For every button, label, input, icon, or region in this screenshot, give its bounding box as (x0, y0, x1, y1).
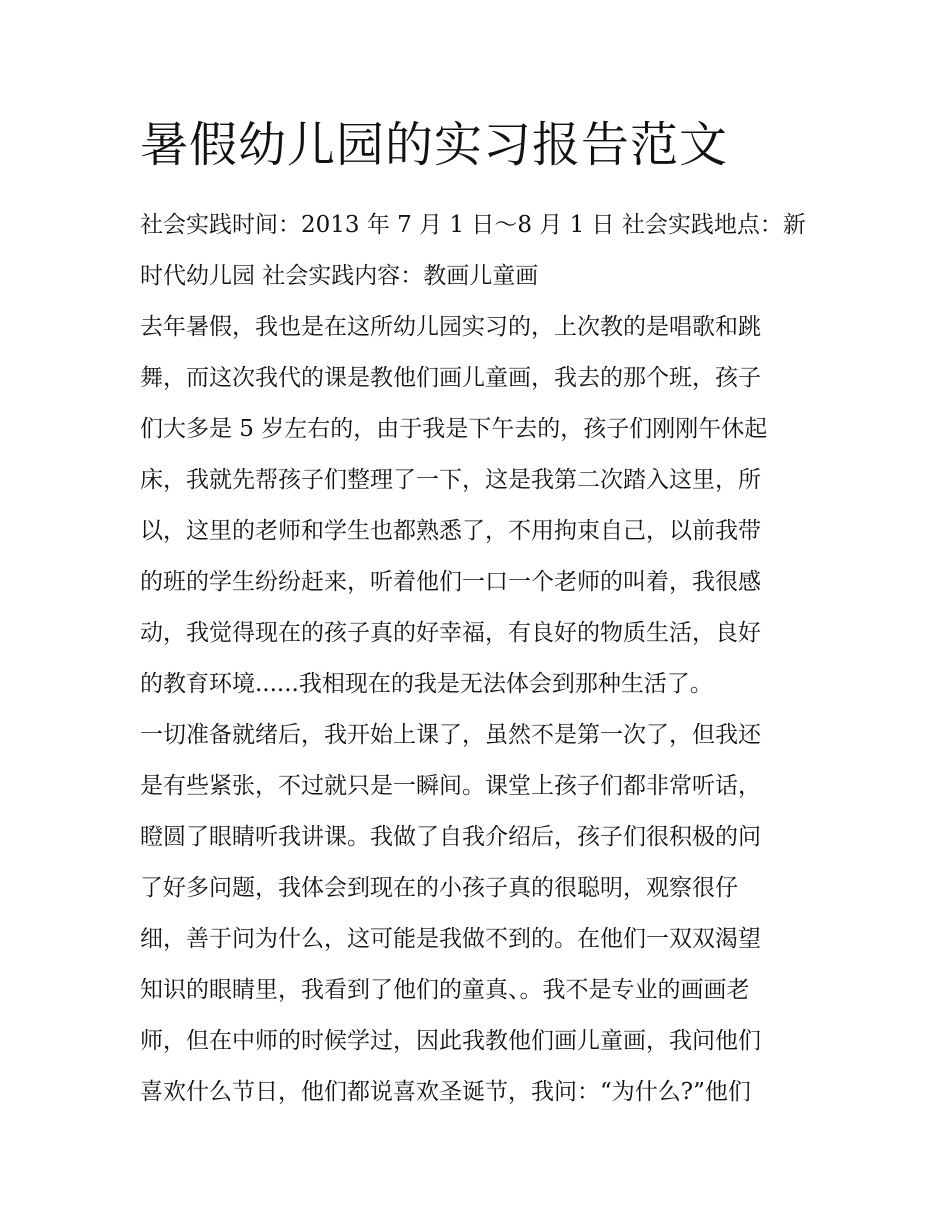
text-line: 喜欢什么节日，他们都说喜欢圣诞节，我问：“为什么?”他们 (140, 1079, 751, 1105)
text-line: 细，善于问为什么，这可能是我做不到的。在他们一双双渴望 (140, 926, 761, 952)
text-line: 一切准备就绪后，我开始上课了，虽然不是第一次了，但我还 (140, 722, 761, 748)
text-line: 是有些紧张，不过就只是一瞬间。课堂上孩子们都非常听话， (140, 773, 761, 799)
text-line: 知识的眼睛里，我看到了他们的童真、。我不是专业的画画老 (140, 977, 750, 1003)
text-line: 舞，而这次我代的课是教他们画儿童画，我去的那个班，孩子 (140, 365, 761, 391)
text-line: 们大多是 5 岁左右的，由于我是下午去的，孩子们刚刚午休起 (140, 416, 768, 442)
paragraph-practice-info (140, 200, 820, 302)
paragraph-class-start (140, 710, 820, 1118)
text-line: 去年暑假，我也是在这所幼儿园实习的，上次教的是唱歌和跳 (140, 314, 761, 340)
text-line: 动，我觉得现在的孩子真的好幸福，有良好的物质生活，良好 (140, 620, 761, 646)
text-line: 的教育环境......我相现在的我是无法体会到那种生活了。 (140, 671, 713, 697)
text-line: 以，这里的老师和学生也都熟悉了，不用拘束自己，以前我带 (140, 518, 761, 544)
text-line: 的班的学生纷纷赶来，听着他们一口一个老师的叫着，我很感 (140, 569, 761, 595)
text-line: 师，但在中师的时候学过，因此我教他们画儿童画，我问他们 (140, 1028, 761, 1054)
text-line: 了好多问题，我体会到现在的小孩子真的很聪明，观察很仔 (140, 875, 738, 901)
paragraph-last-summer (140, 302, 820, 710)
text-line: 时代幼儿园 社会实践内容：教画儿童画 (140, 263, 539, 289)
text-line: 床，我就先帮孩子们整理了一下，这是我第二次踏入这里，所 (140, 467, 761, 493)
text-line: 瞪圆了眼睛听我讲课。我做了自我介绍后，孩子们很积极的问 (140, 824, 761, 850)
text-line: 社会实践时间：2013 年 7 月 1 日～8 月 1 日 社会实践地点：新 (140, 212, 806, 238)
document-body (140, 200, 820, 1118)
document-title: 暑假幼儿园的实习报告范文 (140, 117, 729, 173)
